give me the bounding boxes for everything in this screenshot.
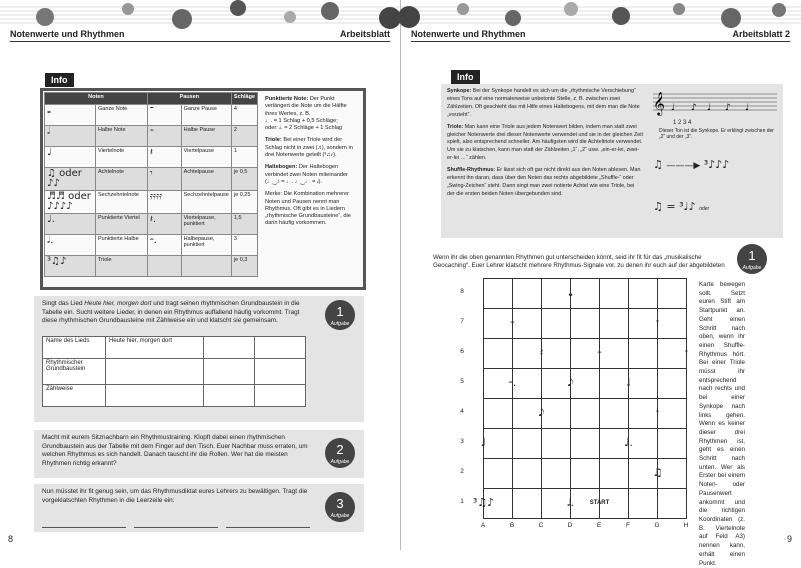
start-marker[interactable]: START bbox=[589, 500, 610, 506]
triplet-paragraph: Triole: Man kann eine Triole aus jedem Notenwert bilden, indem man statt zwei gleicher Notenwerte drei dieser Notenwerte verwendet und sie in der gleichen Zeit spielt, also entsprechend schneller. Am häufigsten wird die Achteltriole verwendet. Um sie zu klatschen, kann man statt der Zählzeiten „1“, „2“ usw. „ein-er-lei, zwei-er-lei …“ zählen. bbox=[447, 123, 643, 162]
rhythm-unit-label: Rhythmischer Grundbaustein bbox=[43, 359, 106, 385]
note-name: Punktierte Halbe bbox=[96, 235, 148, 256]
grid-cell[interactable] bbox=[657, 368, 687, 399]
grid-note-symbol[interactable]: 𝅘𝅥𝅮 bbox=[538, 406, 545, 419]
header-right: Arbeitsblatt bbox=[339, 29, 390, 39]
rest-symbol: 𝄼. bbox=[147, 235, 181, 256]
notes-table-row bbox=[45, 105, 258, 126]
rest-symbol: 𝄽 bbox=[147, 147, 181, 168]
svg-text:♩: ♩ bbox=[707, 103, 712, 113]
note-symbol: 𝅗𝅥 bbox=[45, 126, 96, 147]
grid-col-label: G bbox=[654, 522, 660, 529]
page-header-left bbox=[10, 29, 390, 42]
svg-text:𝄞: 𝄞 bbox=[653, 91, 665, 115]
staff-caption: Dieser Ton ist die Synkope. Er erklingt zwischen der „2“ und der „3“. bbox=[659, 128, 774, 140]
grid-note-symbol[interactable]: 𝅗𝅥 bbox=[626, 376, 631, 389]
staff-decoration-right bbox=[401, 3, 801, 27]
rest-symbol bbox=[147, 256, 181, 277]
grid-row-label: 8 bbox=[460, 288, 464, 295]
grid-cell[interactable] bbox=[512, 278, 542, 309]
grid-col-label: D bbox=[567, 522, 573, 529]
note-name: Achtelnote bbox=[96, 168, 148, 191]
beats-value: 4 bbox=[231, 105, 257, 126]
grid-col-label: C bbox=[538, 522, 544, 529]
info-side-text bbox=[265, 96, 357, 228]
note-symbol: ♩ bbox=[45, 147, 96, 168]
grid-note-symbol[interactable]: 𝄼. bbox=[508, 376, 517, 389]
song-name-value[interactable]: Heute hier, morgen dort bbox=[106, 337, 204, 359]
note-symbol: 𝅝 bbox=[45, 105, 96, 126]
notes-table-row bbox=[45, 168, 258, 191]
rest-symbol: 𝄿𝄿𝄿𝄿 bbox=[147, 191, 181, 214]
grid-cell[interactable] bbox=[628, 488, 658, 519]
grid-cell[interactable] bbox=[570, 458, 600, 489]
counting-label: Zählweise bbox=[43, 385, 106, 407]
grid-cell[interactable] bbox=[657, 488, 687, 519]
grid-row-label: 1 bbox=[460, 498, 464, 505]
grid-cell[interactable] bbox=[570, 398, 600, 429]
rest-name: Ganze Pause bbox=[181, 105, 231, 126]
note-symbol: ³♫♪ bbox=[45, 256, 96, 277]
task2-badge: 2 Aufgabe bbox=[325, 438, 355, 468]
grid-cell[interactable] bbox=[512, 458, 542, 489]
grid-row-label: 2 bbox=[460, 468, 464, 475]
grid-cell[interactable] bbox=[512, 428, 542, 459]
task3-text: Nun müsstet ihr fit genug sein, um das Rhythmusdiktat eures Lehrers zu bewältigen. Tragt die vorgeklatschten Rhythmen in die Leerzeile ein: bbox=[42, 488, 308, 504]
grid-note-symbol[interactable]: 𝅘𝅥𝅮 bbox=[567, 376, 574, 389]
beats-value: je 0,25 bbox=[231, 191, 257, 214]
grid-note-symbol[interactable]: 𝄾 bbox=[685, 346, 688, 359]
grid-row-label: 3 bbox=[460, 438, 464, 445]
grid-note-symbol[interactable]: 𝄾 bbox=[656, 406, 659, 419]
note-name: Halbe Note bbox=[96, 126, 148, 147]
grid-col-label: A bbox=[480, 522, 486, 529]
grid-cell[interactable] bbox=[570, 428, 600, 459]
grid-row-label: 6 bbox=[460, 348, 464, 355]
grid-note-symbol[interactable]: ♫ bbox=[652, 466, 663, 479]
svg-text:♩: ♩ bbox=[745, 103, 750, 113]
notes-table-row bbox=[45, 256, 258, 277]
grid-cell[interactable] bbox=[483, 338, 513, 369]
grid-cell[interactable] bbox=[628, 278, 658, 309]
header-right: Arbeitsblatt 2 bbox=[732, 29, 790, 39]
song-name-label: Name des Lieds bbox=[43, 337, 106, 359]
rest-symbol: 𝄼 bbox=[147, 126, 181, 147]
grid-cell[interactable] bbox=[483, 398, 513, 429]
task1-badge-right: 1 Aufgabe bbox=[737, 244, 767, 274]
note-symbol: ♬♬ oder ♪♪♪♪ bbox=[45, 191, 96, 214]
notes-table-row bbox=[45, 191, 258, 214]
grid-col-label: B bbox=[509, 522, 515, 529]
rhythm-paragraph: Merke: Die Kombination mehrerer Noten und Pausen nennt man Rhythmus. Oft gibt es in Liedern „rhythmische Grundbausteine“, die darin häufig vorkommen. bbox=[265, 191, 351, 227]
col-notes: Noten bbox=[45, 93, 148, 105]
grid-note-symbol[interactable]: 𝄼 bbox=[597, 346, 602, 359]
geocaching-instructions: Karte bewegen sollt. Setzt euren Stift am Startpunkt an. Geht einen Schritt nach oben, wenn ihr einen Shuffle-Rhythmus hört. Bei einer Triole müsst ihr entsprechend nach rechts und bei einer Synkope nach links gehen. Wenn es keiner dieser drei Rhythmen ist, geht es einen Schritt nach unten. Wer als Erster bei einem Noten- oder Pausenwert ankommt und die richtigen Koordinaten (z. B. Viertelnote auf Feld A3) nennen kann, erhält einen Punkt. bbox=[699, 281, 745, 567]
rest-symbol: 𝄽. bbox=[147, 214, 181, 235]
beats-value: je 0,5 bbox=[231, 168, 257, 191]
grid-note-symbol[interactable]: 𝄾 bbox=[656, 316, 659, 329]
grid-row-label: 4 bbox=[460, 408, 464, 415]
rest-name bbox=[181, 256, 231, 277]
rest-name: Halbepause, punktiert bbox=[181, 235, 231, 256]
grid-cell[interactable] bbox=[570, 308, 600, 339]
beats-value: 3 bbox=[231, 235, 257, 256]
grid-cell[interactable] bbox=[541, 428, 571, 459]
tie-paragraph: Haltebogen: Der Haltebogen verbindet zwei Noten miteinander (♩‿♪ = ♩. ♩‿♩ = 𝅗𝅥). bbox=[265, 164, 349, 185]
grid-cell[interactable] bbox=[541, 308, 571, 339]
page-number-right: 9 bbox=[786, 534, 792, 544]
rest-symbol: 𝄾 bbox=[147, 168, 181, 191]
rest-symbol: 𝄻 bbox=[147, 105, 181, 126]
rest-name: Viertelpause, punktiert bbox=[181, 214, 231, 235]
staff-decoration-left bbox=[0, 3, 400, 27]
note-name: Triole bbox=[96, 256, 148, 277]
geocaching-map bbox=[455, 278, 689, 529]
dictation-lines[interactable] bbox=[42, 515, 318, 533]
grid-cell[interactable] bbox=[599, 308, 629, 339]
task1-badge: 1 Aufgabe bbox=[325, 300, 355, 330]
beats-value: 1 bbox=[231, 147, 257, 168]
syncope-paragraph: Synkope: Bei der Synkope handelt es sich um die „rhythmische Verschiebung“ eines Tons auf eine normalerweise unbetonte Stelle, z. B. zwischen zwei Zählzeiten. Oft geschieht das mit Hilfe eines Haltebogens, mit dem man die Note „vorzieht“. bbox=[447, 88, 640, 118]
grid-cell[interactable] bbox=[541, 458, 571, 489]
page-header-right bbox=[411, 29, 790, 42]
grid-col-label: E bbox=[596, 522, 602, 529]
beats-value: je 0,3 bbox=[231, 256, 257, 277]
triplet-example: ♫ ———▶ ³♪♪♪ bbox=[653, 158, 730, 171]
svg-text:♪: ♪ bbox=[691, 103, 697, 113]
grid-note-symbol[interactable]: 𝄽 bbox=[539, 346, 544, 359]
info-label: Info bbox=[45, 73, 74, 87]
header-title: Notenwerte und Rhythmen bbox=[10, 29, 125, 39]
page-number-left: 8 bbox=[8, 534, 14, 544]
info-text-right bbox=[447, 88, 643, 199]
grid-cell[interactable] bbox=[599, 458, 629, 489]
grid-cell[interactable] bbox=[657, 278, 687, 309]
grid-note-symbol[interactable]: 𝄼 bbox=[510, 316, 515, 329]
beats-value: 2 bbox=[231, 126, 257, 147]
right-page bbox=[400, 0, 800, 567]
rest-name: Achtelpause bbox=[181, 168, 231, 191]
grid-row-label: 5 bbox=[460, 378, 464, 385]
notes-table-row bbox=[45, 147, 258, 168]
svg-text:♪: ♪ bbox=[725, 103, 731, 113]
rest-name: Viertelpause bbox=[181, 147, 231, 168]
left-page bbox=[0, 0, 400, 550]
note-symbol: 𝅗𝅥. bbox=[45, 235, 96, 256]
grid-note-symbol[interactable]: 𝅗𝅥. bbox=[567, 496, 574, 509]
grid-note-symbol[interactable]: ♩. bbox=[624, 436, 633, 449]
grid-cell[interactable] bbox=[483, 458, 513, 489]
note-symbol: ♫ oder ♪♪ bbox=[45, 168, 96, 191]
info-label: Info bbox=[451, 70, 480, 84]
col-beats: Schläge bbox=[231, 93, 257, 105]
task3-badge: 3 Aufgabe bbox=[325, 492, 355, 522]
grid-cell[interactable] bbox=[512, 488, 542, 519]
task1-text: Singt das Lied Heute hier, morgen dort und tragt seinen rhythmischen Grundbaustein in die Tabelle ein. Sucht weitere Lieder, in denen ein Rhythmus auffallend häufig vorkommt. Tragt diese rhythmischen Grundbausteine mit Zählweise ein und klatscht sie gemeinsam. bbox=[42, 300, 300, 325]
shuffle-paragraph: Shuffle-Rhythmus: Er lässt sich oft gar nicht direkt aus den Noten ablesen. Man erkennt ihn daran, dass über den Noten das rechts abgebildete „Shuffle-“ oder „Swing-Zeichen“ steht. Dann singt man zwei notierte Achtel wie eine Triole, bei der die ersten beiden Noten übergebunden sind. bbox=[447, 167, 641, 197]
staff-counts: 1 2 3 4 bbox=[673, 120, 692, 126]
song-table bbox=[42, 336, 306, 407]
note-name: Sechzehntelnote bbox=[96, 191, 148, 214]
notes-table-row bbox=[45, 126, 258, 147]
note-name: Punktierte Viertel bbox=[96, 214, 148, 235]
grid-note-symbol[interactable]: ♩ bbox=[480, 436, 487, 449]
grid-col-label: H bbox=[683, 522, 689, 529]
grid-cell[interactable] bbox=[599, 278, 629, 309]
grid-col-label: F bbox=[626, 522, 630, 529]
beats-value: 1,5 bbox=[231, 214, 257, 235]
notes-table-row bbox=[45, 235, 258, 256]
task2-text: Macht mit eurem Sitznachbarn ein Rhythmustraining. Klopft dabei einen rhythmischen Grundbaustein aus der Tabelle mit dem Finger auf den Tisch. Euer Nachbar muss erraten, um welchen Rhythmus es sich handelt. Danach tauscht ihr die Rollen. Wer hat die meisten Rhythmen richtig erkannt? bbox=[42, 434, 308, 467]
grid-cell[interactable] bbox=[657, 428, 687, 459]
note-name: Viertelnote bbox=[96, 147, 148, 168]
rest-name: Sechzehntelpause bbox=[181, 191, 231, 214]
notes-table bbox=[44, 92, 258, 277]
notes-table-row bbox=[45, 214, 258, 235]
header-title: Notenwerte und Rhythmen bbox=[411, 29, 526, 39]
grid-note-symbol[interactable]: 𝅝 bbox=[568, 286, 573, 299]
geocaching-intro: Wenn ihr die oben genannten Rhythmen gut unterscheiden könnt, seid ihr fit für das „musikalische Geocaching“. Euer Lehrer klatscht mehrere Rhythmus-Signale vor, zu denen ihr euch auf der abgebildeten bbox=[433, 254, 725, 270]
note-name: Ganze Note bbox=[96, 105, 148, 126]
rest-name: Halbe Pause bbox=[181, 126, 231, 147]
shuffle-example: ♫ = ³♩♪ oder bbox=[653, 200, 710, 213]
grid-cell[interactable] bbox=[599, 398, 629, 429]
grid-note-symbol[interactable]: ³♫♪ bbox=[472, 496, 495, 509]
triplet-paragraph: Triole: Bei einer Triole wird der Schlag nicht in zwei (♫), sondern in drei Notenwerte geteilt (³♫♪). bbox=[265, 137, 353, 159]
note-symbol: ♩. bbox=[45, 214, 96, 235]
grid-row-label: 7 bbox=[460, 318, 464, 325]
grid-cell[interactable] bbox=[628, 338, 658, 369]
col-rests: Pausen bbox=[147, 93, 231, 105]
grid-cell[interactable] bbox=[483, 278, 513, 309]
svg-text:♩: ♩ bbox=[671, 103, 676, 113]
dotted-note-paragraph: Punktierte Note: Der Punkt verlängert die Note um die Hälfte ihres Wertes, z. B. ♩. = 1 Schlag + 0,5 Schläge; oder: 𝅗𝅥. = 2 Schläge + 1 Schlag bbox=[265, 96, 347, 132]
